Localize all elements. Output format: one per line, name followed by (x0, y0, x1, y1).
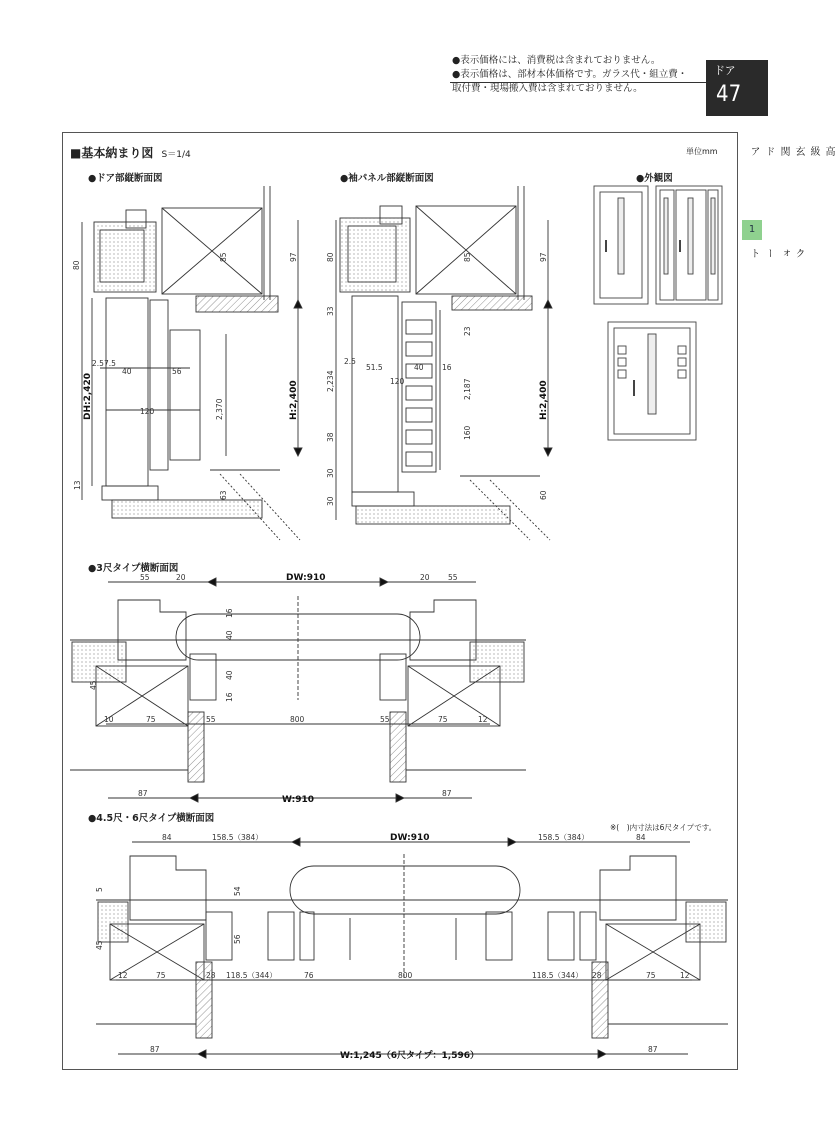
t45-dim-dw: DW:910 (390, 833, 430, 843)
door-dim-13: 13 (73, 480, 82, 490)
note-line-1: ●表示価格には、消費税は含まれておりません。 (452, 55, 661, 66)
t45-dim-12b: 12 (680, 971, 690, 980)
panel-dim-30b: 30 (326, 496, 335, 506)
t45-dim-1185b: 118.5（344） (532, 971, 583, 980)
panel-dim-2187: 2,187 (463, 378, 472, 400)
t3-dim-40b: 40 (225, 670, 234, 680)
door-dim-25: 2.5 (92, 359, 104, 368)
t45-dim-54: 54 (233, 886, 242, 896)
t3-dim-75b: 75 (438, 715, 448, 724)
t45-dim-w: W:1,245（6尺タイプ：1,596） (340, 1051, 479, 1061)
panel-dim-515: 51.5 (366, 363, 383, 372)
panel-dim-30a: 30 (326, 468, 335, 478)
t3-dim-55d: 55 (380, 715, 390, 724)
type45-horizontal-section (96, 838, 728, 1058)
t3-dim-12: 12 (478, 715, 488, 724)
t45-dim-84b: 84 (636, 833, 646, 842)
exterior-door-single (594, 186, 648, 304)
panel-dim-33: 33 (326, 306, 335, 316)
page-number: 47 (716, 82, 742, 107)
note-line-3: 取付費・現場搬入費は含まれておりません。 (452, 83, 643, 94)
door-dim-40: 40 (122, 367, 132, 376)
t45-dim-84a: 84 (162, 833, 172, 842)
t3-dim-16a: 16 (225, 692, 234, 702)
door-dim-dh: DH:2,420 (83, 372, 93, 420)
door-dim-75: 7.5 (104, 359, 116, 368)
t45-dim-56: 56 (233, 934, 242, 944)
section-title-text: ■基本納まり図 (70, 146, 154, 160)
category-label: ドア (714, 64, 736, 77)
door-dim-56: 56 (172, 367, 182, 376)
door-dim-85: 85 (219, 252, 228, 262)
section-scale: S＝1/4 (161, 150, 191, 160)
panel-dim-97: 97 (539, 252, 548, 262)
t45-dim-1585b: 158.5（384） (538, 833, 589, 842)
t45-dim-75b: 75 (646, 971, 656, 980)
panel-dim-2234: 2,234 (326, 370, 335, 392)
label-3shaku: ●3尺タイプ横断面図 (88, 563, 179, 574)
exterior-views (594, 186, 722, 440)
label-panel-vertical: ●袖パネル部縦断面図 (340, 173, 434, 184)
door-dim-2370: 2,370 (215, 398, 224, 420)
note-line-2: ●表示価格は、部材本体価格です。ガラス代・組立費・ (452, 69, 688, 80)
t3-dim-20a: 20 (176, 573, 186, 582)
t3-dim-16b: 16 (225, 608, 234, 618)
unit-label: 単位mm (686, 147, 718, 156)
panel-dim-25: 2.5 (344, 357, 356, 366)
note-6shaku: ※( )内寸法は6尺タイプです。 (610, 823, 717, 832)
exterior-door-with-panels (656, 186, 722, 304)
t45-dim-28a: 28 (206, 971, 216, 980)
panel-dim-120: 120 (390, 377, 405, 386)
t3-dim-800: 800 (290, 715, 305, 724)
t45-dim-87b: 87 (648, 1045, 658, 1054)
panel-dim-160: 160 (463, 425, 472, 440)
t3-dim-55a: 55 (140, 573, 150, 582)
panel-dim-h: H:2,400 (539, 380, 549, 420)
t45-dim-1585a: 158.5（384） (212, 833, 263, 842)
t3-dim-40a: 40 (225, 630, 234, 640)
label-door-vertical: ●ドア部縦断面図 (88, 173, 163, 184)
t45-dim-87a: 87 (150, 1045, 160, 1054)
door-dim-120: 120 (140, 407, 155, 416)
panel-dim-60: 60 (539, 490, 548, 500)
panel-dim-80: 80 (326, 252, 335, 262)
door-dim-63: 63 (219, 490, 228, 500)
door-dim-97: 97 (289, 252, 298, 262)
t45-dim-1185a: 118.5（344） (226, 971, 277, 980)
t3-dim-55c: 55 (206, 715, 216, 724)
panel-dim-23: 23 (463, 326, 472, 336)
t45-dim-75a: 75 (156, 971, 166, 980)
t45-dim-28b: 28 (592, 971, 602, 980)
t3-dim-87a: 87 (138, 789, 148, 798)
door-dim-h: H:2,400 (289, 380, 299, 420)
t3-dim-w: W:910 (282, 795, 315, 805)
t3-dim-10: 10 (104, 715, 114, 724)
door-dim-80: 80 (72, 260, 81, 270)
side-label-bottom: クォート (748, 248, 804, 258)
t3-dim-20b: 20 (420, 573, 430, 582)
t3-dim-45: 45 (89, 680, 98, 690)
label-45shaku: ●4.5尺・6尺タイプ横断面図 (88, 813, 215, 824)
panel-dim-16: 16 (442, 363, 452, 372)
type3-horizontal-section (70, 578, 526, 802)
label-exterior: ●外観図 (636, 173, 673, 184)
t45-dim-45: 45 (95, 940, 104, 950)
t45-dim-5: 5 (95, 887, 104, 892)
t3-dim-75a: 75 (146, 715, 156, 724)
t3-dim-55b: 55 (448, 573, 458, 582)
side-badge: 1 (742, 220, 762, 240)
panel-dim-40: 40 (414, 363, 424, 372)
t3-dim-87b: 87 (442, 789, 452, 798)
t3-dim-dw: DW:910 (286, 573, 326, 583)
panel-dim-85: 85 (463, 252, 472, 262)
t45-dim-800: 800 (398, 971, 413, 980)
exterior-door-wide (608, 322, 696, 440)
panel-dim-38: 38 (326, 432, 335, 442)
side-label-top: 高級玄関ドア (748, 146, 834, 156)
t45-dim-12a: 12 (118, 971, 128, 980)
t45-dim-76: 76 (304, 971, 314, 980)
